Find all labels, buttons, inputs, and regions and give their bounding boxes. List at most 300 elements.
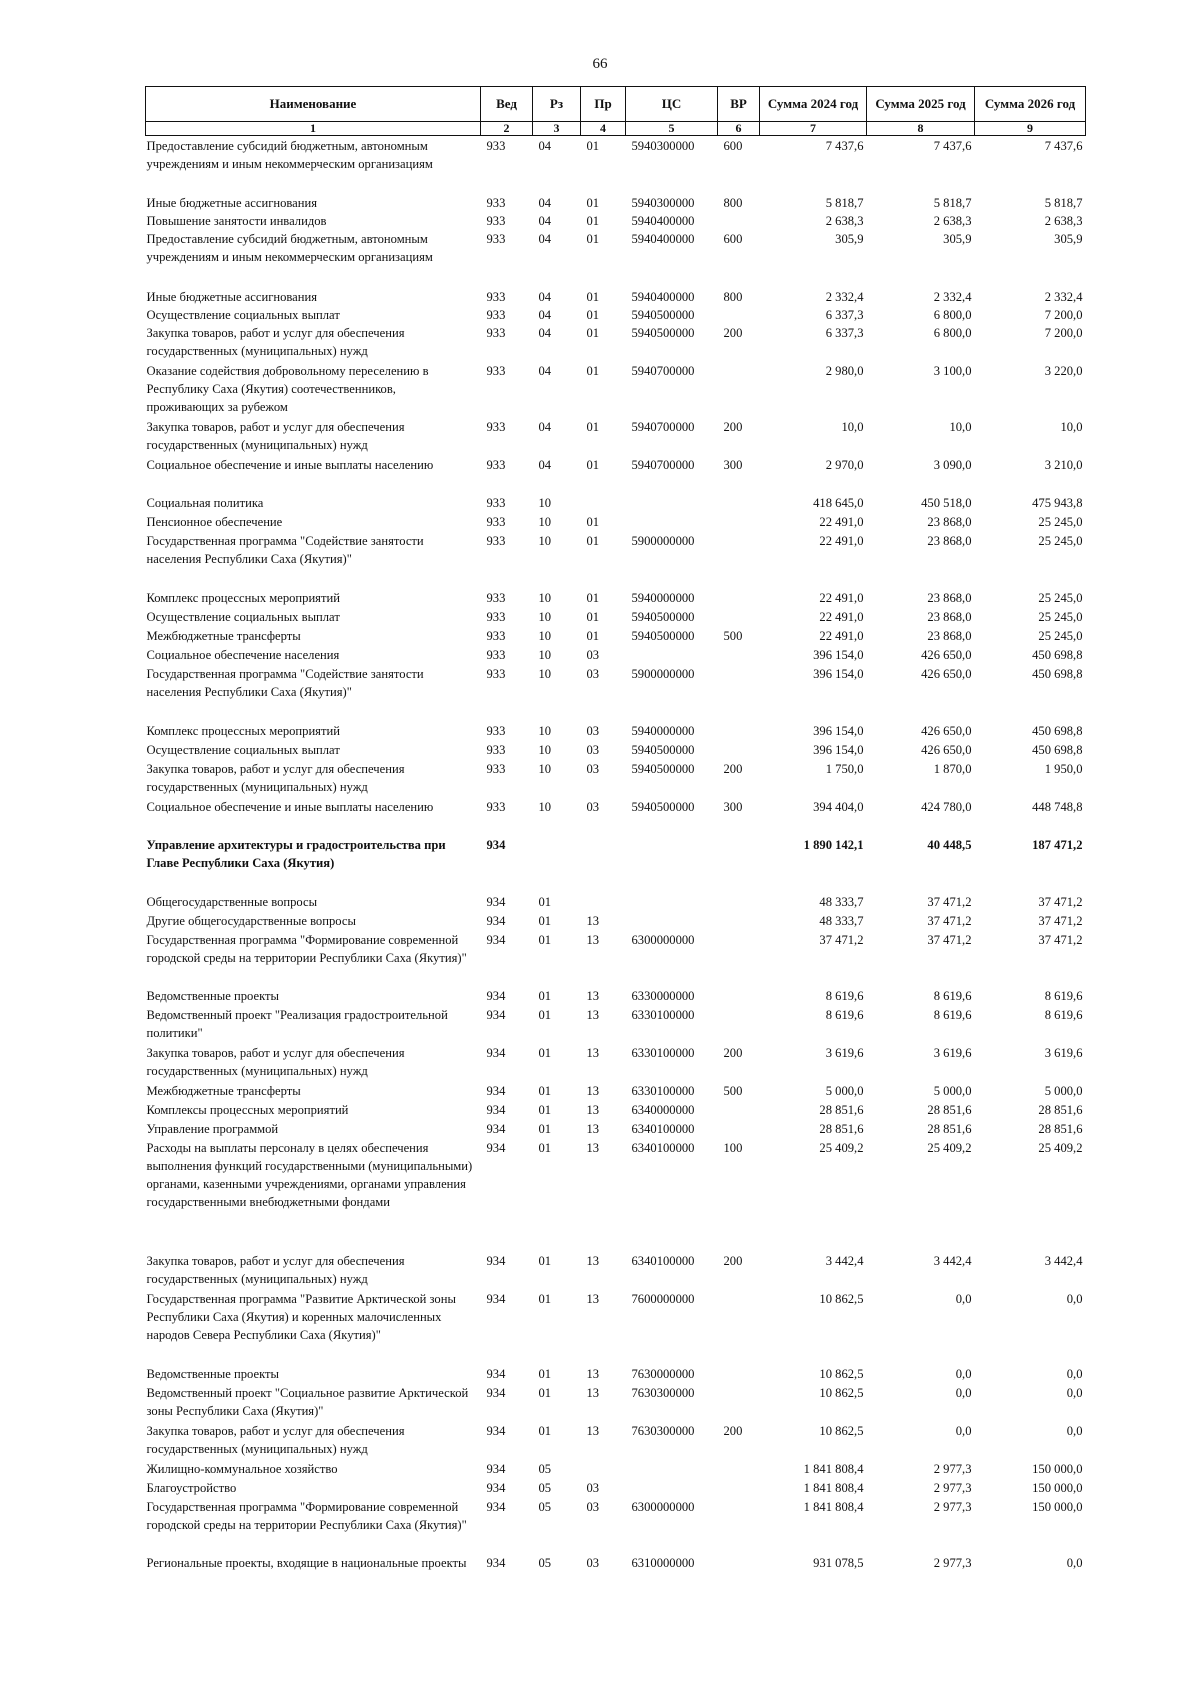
row-name: Государственная программа "Формирование современной городской среды на территории Республики Саха (Якутия)" <box>146 932 467 965</box>
row-sum-2025: 23 868,0 <box>927 609 972 624</box>
row-cs: 5940700000 <box>631 457 695 472</box>
row-pr <box>581 836 626 893</box>
table-row <box>146 1252 1086 1290</box>
row-cs: 6340000000 <box>631 1102 695 1117</box>
row-sum-2026: 150 000,0 <box>1032 1499 1083 1514</box>
row-pr: 01 <box>586 139 600 153</box>
row-ved: 934 <box>486 1385 506 1400</box>
row-sum-2024: 48 333,7 <box>819 913 864 928</box>
row-ved: 934 <box>486 837 506 852</box>
row-cs: 6300000000 <box>631 1499 695 1514</box>
row-pr: 01 <box>586 363 600 378</box>
table-row <box>146 513 1086 532</box>
row-cs: 5940500000 <box>631 742 695 757</box>
table-row <box>146 532 1086 589</box>
row-sum-2024: 3 442,4 <box>825 1253 864 1268</box>
row-sum-2024: 418 645,0 <box>813 495 864 510</box>
row-sum-2025: 3 100,0 <box>933 363 972 378</box>
row-pr: 03 <box>586 723 600 738</box>
row-vr: 200 <box>723 1423 743 1438</box>
row-sum-2025: 424 780,0 <box>921 799 972 814</box>
row-sum-2024: 22 491,0 <box>819 609 864 624</box>
row-vr <box>718 1498 760 1554</box>
row-cs <box>626 494 718 513</box>
row-rz: 01 <box>538 1423 552 1438</box>
row-vr: 800 <box>723 289 743 304</box>
row-name: Социальная политика <box>146 495 264 510</box>
row-sum-2025: 3 442,4 <box>933 1253 972 1268</box>
row-sum-2026: 0,0 <box>1066 1291 1083 1306</box>
row-sum-2025: 37 471,2 <box>927 894 972 909</box>
row-vr: 100 <box>723 1140 743 1155</box>
row-name: Закупка товаров, работ и услуг для обеспечения государственных (муниципальных) нужд <box>146 1045 405 1078</box>
row-pr: 01 <box>586 213 600 228</box>
row-ved: 934 <box>486 932 506 947</box>
row-sum-2026: 0,0 <box>1066 1385 1083 1400</box>
table-row <box>146 1139 1086 1252</box>
row-sum-2024: 22 491,0 <box>819 590 864 605</box>
row-vr: 200 <box>723 325 743 340</box>
row-cs: 5940400000 <box>631 213 695 228</box>
row-cs: 6340100000 <box>631 1121 695 1136</box>
row-rz: 10 <box>538 495 552 510</box>
row-cs: 7630300000 <box>631 1385 695 1400</box>
row-pr: 03 <box>586 742 600 757</box>
row-sum-2024: 305,9 <box>835 231 864 246</box>
row-rz: 01 <box>538 988 552 1003</box>
row-name: Иные бюджетные ассигнования <box>146 289 318 304</box>
row-pr: 13 <box>586 1121 600 1136</box>
row-sum-2026: 25 245,0 <box>1038 609 1083 624</box>
row-cs: 7630000000 <box>631 1366 695 1381</box>
row-sum-2025: 37 471,2 <box>927 932 972 947</box>
row-rz: 01 <box>538 1007 552 1022</box>
row-name: Ведомственные проекты <box>146 1366 279 1381</box>
row-ved: 933 <box>486 742 506 757</box>
row-name: Социальное обеспечение и иные выплаты населению <box>146 457 434 472</box>
row-vr: 800 <box>723 195 743 210</box>
row-sum-2026: 1 950,0 <box>1044 761 1083 776</box>
row-sum-2025: 23 868,0 <box>927 590 972 605</box>
row-pr: 03 <box>586 647 600 662</box>
row-vr <box>718 1290 760 1365</box>
table-header <box>146 87 1086 136</box>
row-sum-2026: 10,0 <box>1060 419 1083 434</box>
row-name: Социальное обеспечение и иные выплаты населению <box>146 799 434 814</box>
row-rz: 04 <box>538 419 552 434</box>
row-sum-2026: 25 409,2 <box>1038 1140 1083 1155</box>
row-cs: 5900000000 <box>631 533 695 548</box>
row-sum-2024: 10 862,5 <box>819 1423 864 1438</box>
row-rz: 04 <box>538 457 552 472</box>
row-vr <box>718 1554 760 1592</box>
row-rz: 01 <box>538 894 552 909</box>
row-sum-2025: 10,0 <box>949 419 972 434</box>
row-pr: 01 <box>586 419 600 434</box>
row-vr <box>718 741 760 760</box>
row-sum-2025: 28 851,6 <box>927 1121 972 1136</box>
row-cs: 5940400000 <box>631 289 695 304</box>
row-sum-2024: 28 851,6 <box>819 1121 864 1136</box>
row-cs <box>626 893 718 912</box>
row-cs: 5940500000 <box>631 799 695 814</box>
row-sum-2026: 37 471,2 <box>1038 932 1083 947</box>
row-rz <box>533 836 581 893</box>
column-number: 7 <box>760 122 867 136</box>
row-pr: 01 <box>586 514 600 529</box>
row-vr <box>718 1101 760 1120</box>
row-ved: 933 <box>486 590 506 605</box>
row-ved: 933 <box>486 609 506 624</box>
row-sum-2025: 426 650,0 <box>921 666 972 681</box>
row-rz: 10 <box>538 647 552 662</box>
row-sum-2025: 8 619,6 <box>933 988 972 1003</box>
row-sum-2025: 0,0 <box>955 1291 972 1306</box>
row-cs: 5940500000 <box>631 628 695 643</box>
row-vr <box>718 608 760 627</box>
row-name: Оказание содействия добровольному переселению в Республику Саха (Якутия) соотечественников, проживающих за рубежом <box>146 363 429 414</box>
row-sum-2026: 3 619,6 <box>1044 1045 1083 1060</box>
row-sum-2024: 22 491,0 <box>819 628 864 643</box>
row-sum-2025: 25 409,2 <box>927 1140 972 1155</box>
row-vr: 600 <box>723 231 743 246</box>
row-sum-2026: 475 943,8 <box>1032 495 1083 510</box>
row-vr: 500 <box>723 628 743 643</box>
row-vr: 200 <box>723 761 743 776</box>
row-rz: 01 <box>538 1083 552 1098</box>
row-sum-2025: 2 977,3 <box>933 1461 972 1476</box>
table-row <box>146 324 1086 362</box>
table-row <box>146 494 1086 513</box>
row-sum-2026: 150 000,0 <box>1032 1480 1083 1495</box>
row-pr <box>581 1460 626 1479</box>
row-rz: 01 <box>538 913 552 928</box>
row-sum-2024: 396 154,0 <box>813 723 864 738</box>
row-pr: 13 <box>586 1083 600 1098</box>
row-vr: 200 <box>723 1045 743 1060</box>
header-row <box>146 87 1086 122</box>
row-pr: 03 <box>586 799 600 814</box>
row-cs: 6330100000 <box>631 1045 695 1060</box>
row-cs: 7630300000 <box>631 1423 695 1438</box>
row-sum-2024: 931 078,5 <box>813 1555 864 1570</box>
row-sum-2024: 10,0 <box>841 419 864 434</box>
row-rz: 04 <box>538 307 552 322</box>
table-row <box>146 1479 1086 1498</box>
row-sum-2026: 37 471,2 <box>1038 913 1083 928</box>
row-sum-2026: 0,0 <box>1066 1366 1083 1381</box>
row-sum-2025: 23 868,0 <box>927 533 972 548</box>
row-pr: 03 <box>586 761 600 776</box>
table-body <box>146 136 1086 1592</box>
row-vr <box>718 646 760 665</box>
row-vr <box>718 931 760 987</box>
row-sum-2025: 2 977,3 <box>933 1499 972 1514</box>
table-row <box>146 1422 1086 1460</box>
row-pr: 01 <box>586 231 600 246</box>
row-cs <box>626 646 718 665</box>
table-row <box>146 1290 1086 1365</box>
table-row <box>146 1554 1086 1592</box>
row-sum-2026: 305,9 <box>1054 231 1083 246</box>
row-name: Благоустройство <box>146 1480 237 1495</box>
row-name: Закупка товаров, работ и услуг для обеспечения государственных (муниципальных) нужд <box>146 1423 405 1456</box>
row-sum-2024: 1 841 808,4 <box>803 1480 864 1495</box>
row-pr: 01 <box>586 590 600 605</box>
row-rz: 05 <box>538 1480 552 1495</box>
table-row <box>146 608 1086 627</box>
row-vr: 600 <box>723 139 743 153</box>
row-pr: 01 <box>586 325 600 340</box>
row-sum-2024: 1 890 142,1 <box>803 837 864 852</box>
row-rz: 04 <box>538 231 552 246</box>
row-sum-2024: 1 750,0 <box>825 761 864 776</box>
row-sum-2026: 37 471,2 <box>1038 894 1083 909</box>
row-sum-2024: 10 862,5 <box>819 1385 864 1400</box>
row-sum-2024: 2 980,0 <box>825 363 864 378</box>
row-cs: 6300000000 <box>631 932 695 947</box>
row-pr: 13 <box>586 1291 600 1306</box>
row-cs <box>626 836 718 893</box>
table-row <box>146 760 1086 798</box>
row-rz: 10 <box>538 723 552 738</box>
row-sum-2026: 450 698,8 <box>1032 723 1083 738</box>
row-ved: 934 <box>486 1423 506 1438</box>
row-pr: 13 <box>586 932 600 947</box>
row-vr <box>718 494 760 513</box>
row-ved: 933 <box>486 666 506 681</box>
row-rz: 01 <box>538 1121 552 1136</box>
row-rz: 04 <box>538 363 552 378</box>
row-vr <box>718 1479 760 1498</box>
budget-table <box>145 86 1086 1592</box>
row-ved: 934 <box>486 1366 506 1381</box>
row-sum-2025: 5 818,7 <box>933 195 972 210</box>
row-ved: 933 <box>486 628 506 643</box>
row-sum-2024: 3 619,6 <box>825 1045 864 1060</box>
row-cs: 5940500000 <box>631 307 695 322</box>
column-number: 6 <box>718 122 760 136</box>
row-vr <box>718 589 760 608</box>
row-sum-2025: 28 851,6 <box>927 1102 972 1117</box>
table-row <box>146 931 1086 987</box>
row-sum-2026: 28 851,6 <box>1038 1121 1083 1136</box>
header-pr: Пр <box>581 87 626 122</box>
row-name: Расходы на выплаты персоналу в целях обеспечения выполнения функций государственными (муниципальными) органами, казенными учреждениями, органами управления государственными внебюджетными фондами <box>146 1140 473 1209</box>
row-pr: 13 <box>586 1253 600 1268</box>
row-sum-2025: 426 650,0 <box>921 723 972 738</box>
row-sum-2026: 187 471,2 <box>1032 837 1083 852</box>
row-vr <box>718 665 760 722</box>
row-rz: 10 <box>538 628 552 643</box>
row-name: Межбюджетные трансферты <box>146 628 301 643</box>
row-name: Предоставление субсидий бюджетным, автономным учреждениям и иным некоммерческим организациям <box>146 231 433 264</box>
row-sum-2026: 450 698,8 <box>1032 742 1083 757</box>
row-sum-2026: 25 245,0 <box>1038 533 1083 548</box>
row-ved: 934 <box>486 1045 506 1060</box>
table-row <box>146 1498 1086 1554</box>
row-vr: 500 <box>723 1083 743 1098</box>
table-row <box>146 456 1086 494</box>
row-sum-2025: 0,0 <box>955 1366 972 1381</box>
table-row <box>146 589 1086 608</box>
row-rz: 01 <box>538 1253 552 1268</box>
row-name: Комплекс процессных мероприятий <box>146 590 340 605</box>
row-pr: 13 <box>586 1366 600 1381</box>
row-sum-2025: 1 870,0 <box>933 761 972 776</box>
row-name: Другие общегосударственные вопросы <box>146 913 356 928</box>
row-pr: 13 <box>586 1102 600 1117</box>
row-sum-2025: 0,0 <box>955 1423 972 1438</box>
row-sum-2025: 40 448,5 <box>927 837 972 852</box>
row-sum-2026: 7 437,6 <box>1044 139 1083 153</box>
row-vr <box>718 362 760 418</box>
row-ved: 933 <box>486 723 506 738</box>
row-ved: 933 <box>486 457 506 472</box>
column-number: 3 <box>533 122 581 136</box>
row-vr <box>718 532 760 589</box>
column-number: 5 <box>626 122 718 136</box>
row-ved: 934 <box>486 1555 506 1570</box>
row-sum-2026: 150 000,0 <box>1032 1461 1083 1476</box>
row-name: Межбюджетные трансферты <box>146 1083 301 1098</box>
row-ved: 934 <box>486 1480 506 1495</box>
row-sum-2024: 6 337,3 <box>825 307 864 322</box>
row-cs: 5940300000 <box>631 195 695 210</box>
row-ved: 933 <box>486 514 506 529</box>
row-vr: 300 <box>723 457 743 472</box>
table-row <box>146 306 1086 324</box>
row-vr <box>718 1460 760 1479</box>
row-cs: 5940700000 <box>631 363 695 378</box>
row-name: Ведомственный проект "Реализация градостроительной политики" <box>146 1007 448 1040</box>
row-vr <box>718 1120 760 1139</box>
table-row <box>146 912 1086 931</box>
row-pr: 01 <box>586 289 600 304</box>
table-row <box>146 1460 1086 1479</box>
row-ved: 933 <box>486 289 506 304</box>
row-pr: 13 <box>586 1045 600 1060</box>
row-sum-2026: 25 245,0 <box>1038 590 1083 605</box>
row-vr <box>718 1006 760 1044</box>
row-sum-2025: 8 619,6 <box>933 1007 972 1022</box>
row-sum-2025: 2 977,3 <box>933 1555 972 1570</box>
row-sum-2025: 0,0 <box>955 1385 972 1400</box>
row-ved: 933 <box>486 139 506 153</box>
column-number: 4 <box>581 122 626 136</box>
row-sum-2025: 6 800,0 <box>933 307 972 322</box>
row-cs: 5940400000 <box>631 231 695 246</box>
row-ved: 933 <box>486 363 506 378</box>
row-sum-2025: 2 638,3 <box>933 213 972 228</box>
row-rz: 01 <box>538 1140 552 1155</box>
row-rz: 01 <box>538 1291 552 1306</box>
row-ved: 934 <box>486 1121 506 1136</box>
row-ved: 934 <box>486 1083 506 1098</box>
row-name: Ведомственный проект "Социальное развитие Арктической зоны Республики Саха (Якутия)" <box>146 1385 469 1418</box>
row-sum-2026: 25 245,0 <box>1038 514 1083 529</box>
row-cs <box>626 513 718 532</box>
row-ved: 933 <box>486 195 506 210</box>
table-row <box>146 1044 1086 1082</box>
row-pr: 03 <box>586 666 600 681</box>
row-pr: 03 <box>586 1480 600 1495</box>
row-sum-2025: 5 000,0 <box>933 1083 972 1098</box>
row-rz: 01 <box>538 1045 552 1060</box>
row-pr: 03 <box>586 1555 600 1570</box>
row-rz: 10 <box>538 590 552 605</box>
table-row <box>146 665 1086 722</box>
row-cs: 6340100000 <box>631 1140 695 1155</box>
row-sum-2024: 37 471,2 <box>819 932 864 947</box>
row-sum-2024: 10 862,5 <box>819 1291 864 1306</box>
row-cs: 7600000000 <box>631 1291 695 1306</box>
row-cs: 6340100000 <box>631 1253 695 1268</box>
row-pr: 13 <box>586 1140 600 1155</box>
row-vr <box>718 513 760 532</box>
row-pr: 01 <box>586 533 600 548</box>
row-pr: 01 <box>586 195 600 210</box>
header-name: Наименование <box>146 87 481 122</box>
row-sum-2024: 1 841 808,4 <box>803 1461 864 1476</box>
row-sum-2024: 2 332,4 <box>825 289 864 304</box>
row-name: Управление архитектуры и градостроительства при Главе Республики Саха (Якутия) <box>146 837 446 870</box>
row-pr: 01 <box>586 307 600 322</box>
row-sum-2026: 3 442,4 <box>1044 1253 1083 1268</box>
row-ved: 934 <box>486 1102 506 1117</box>
row-ved: 934 <box>486 913 506 928</box>
row-sum-2024: 394 404,0 <box>813 799 864 814</box>
row-rz: 10 <box>538 742 552 757</box>
row-sum-2024: 25 409,2 <box>819 1140 864 1155</box>
table-row <box>146 230 1086 288</box>
row-name: Предоставление субсидий бюджетным, автономным учреждениям и иным некоммерческим организациям <box>146 139 433 171</box>
row-sum-2024: 1 841 808,4 <box>803 1499 864 1514</box>
row-vr <box>718 1365 760 1384</box>
row-cs: 6310000000 <box>631 1555 695 1570</box>
row-cs <box>626 1479 718 1498</box>
row-ved: 934 <box>486 988 506 1003</box>
column-number: 9 <box>975 122 1086 136</box>
row-ved: 933 <box>486 647 506 662</box>
row-sum-2024: 5 818,7 <box>825 195 864 210</box>
table-row <box>146 1365 1086 1384</box>
row-cs: 5940300000 <box>631 139 695 153</box>
row-sum-2026: 3 220,0 <box>1044 363 1083 378</box>
row-rz: 04 <box>538 325 552 340</box>
row-ved: 934 <box>486 1253 506 1268</box>
row-sum-2025: 450 518,0 <box>921 495 972 510</box>
row-rz: 05 <box>538 1461 552 1476</box>
row-sum-2026: 28 851,6 <box>1038 1102 1083 1117</box>
row-pr: 13 <box>586 913 600 928</box>
row-name: Комплекс процессных мероприятий <box>146 723 340 738</box>
row-sum-2025: 426 650,0 <box>921 647 972 662</box>
row-sum-2024: 8 619,6 <box>825 988 864 1003</box>
row-vr <box>718 912 760 931</box>
table-row <box>146 212 1086 230</box>
table-row <box>146 627 1086 646</box>
row-sum-2026: 2 638,3 <box>1044 213 1083 228</box>
row-cs: 5940500000 <box>631 609 695 624</box>
column-number: 1 <box>146 122 481 136</box>
row-ved: 933 <box>486 533 506 548</box>
row-sum-2025: 23 868,0 <box>927 514 972 529</box>
row-sum-2026: 450 698,8 <box>1032 647 1083 662</box>
row-name: Государственная программа "Содействие занятости населения Республики Саха (Якутия)" <box>146 533 424 566</box>
header-rz: Рз <box>533 87 581 122</box>
row-name: Государственная программа "Содействие занятости населения Республики Саха (Якутия)" <box>146 666 424 699</box>
